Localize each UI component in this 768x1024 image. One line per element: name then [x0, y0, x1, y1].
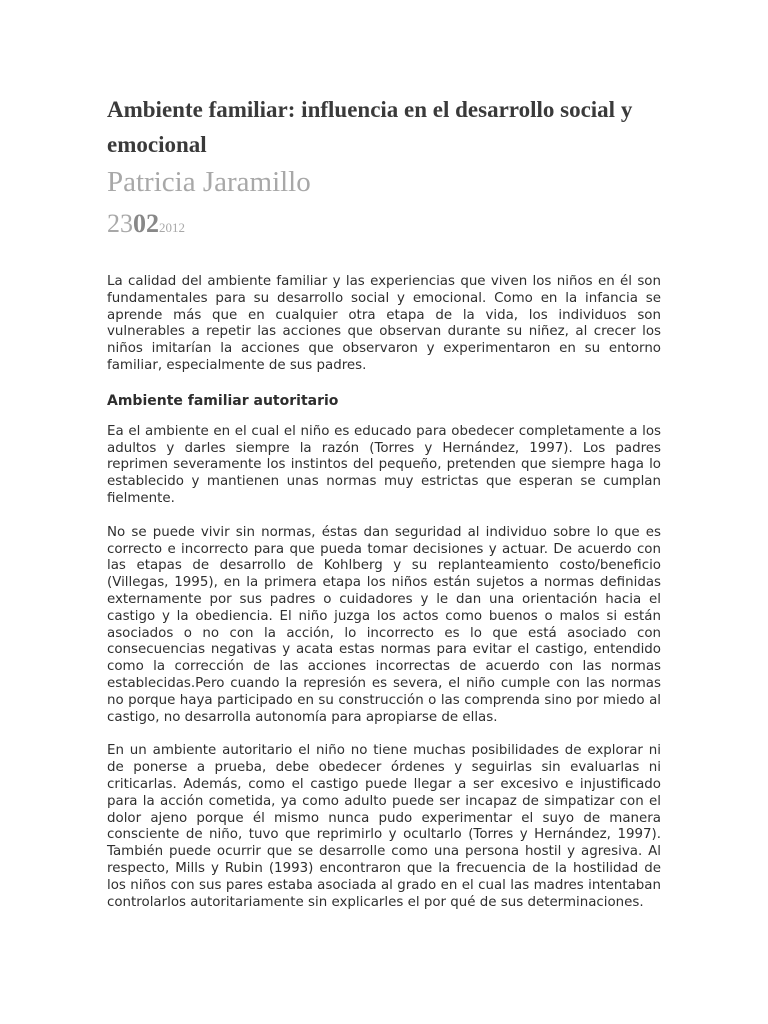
- body-paragraph: En un ambiente autoritario el niño no tiene muchas posibilidades de explorar ni de ponerse a prueba, debe obedecer órdenes y seguirlas sin evaluarlas ni criticarlas. Además, como el castigo puede llegar a ser excesivo e injustificado para la acción cometida, ya como adulto puede ser incapaz de simpatizar con el dolor ajeno porque él mismo nunca pudo experimentar el suyo de manera consciente de niño, tuvo que reprimirlo y ocultarlo (Torres y Hernández, 1997). También puede ocurrir que se desarrolle como una persona hostil y agresiva. Al respecto, Mills y Rubin (1993) encontraron que la frecuencia de la hostilidad de los niños con sus pares estaba asociada al grado en el cual las madres intentaban controlarlos autoritariamente sin explicarles el por qué de sus determinaciones.: [107, 743, 661, 910]
- publication-date: [107, 202, 661, 250]
- body-paragraph: Ea el ambiente en el cual el niño es educado para obedecer completamente a los adultos y darles siempre la razón (Torres y Hernández, 1997). Los padres reprimen severamente los instintos del pequeño, pretenden que siempre haga lo establecido y mantienen unas normas muy estrictas que esperan se cumplan fielmente.: [107, 423, 661, 506]
- date-year: 2012: [159, 220, 185, 235]
- date-month: 02: [133, 209, 159, 238]
- intro-paragraph: La calidad del ambiente familiar y las experiencias que viven los niños en él son fundamentales para su desarrollo social y emocional. Como en la infancia se aprende más que en cualquier otra etapa de la vida, los individuos son vulnerables a repetir las acciones que observan durante su niñez, al crecer los niños imitarían la acciones que observaron y experimentaron en su entorno familiar, especialmente de sus padres.: [107, 274, 661, 373]
- body-paragraph: No se puede vivir sin normas, éstas dan seguridad al individuo sobre lo que es correcto e incorrecto para que pueda tomar decisiones y actuar. De acuerdo con las etapas de desarrollo de Kohlberg y su replanteamiento costo/beneficio (Villegas, 1995), en la primera etapa los niños están sujetos a normas definidas externamente por sus padres o cuidadores y le dan una orientación hacia el castigo y la obediencia. El niño juzga los actos como buenos o malos si están asociados o no con la acción, lo incorrecto es lo que está asociado con consecuencias negativas y acata estas normas para evitar el castigo, entendido como la corrección de las acciones incorrectas de acuerdo con las normas establecidas.Pero cuando la represión es severa, el niño cumple con las normas no porque haya participado en su construcción o las comprenda sino por miedo al castigo, no desarrolla autonomía para apropiarse de ellas.: [107, 524, 661, 725]
- section-heading: Ambiente familiar autoritario: [107, 392, 339, 409]
- document-title: Ambiente familiar: influencia en el desarrollo social y emocional: [107, 97, 633, 157]
- date-day: 23: [107, 209, 133, 238]
- author-name: Patricia Jaramillo: [107, 166, 311, 198]
